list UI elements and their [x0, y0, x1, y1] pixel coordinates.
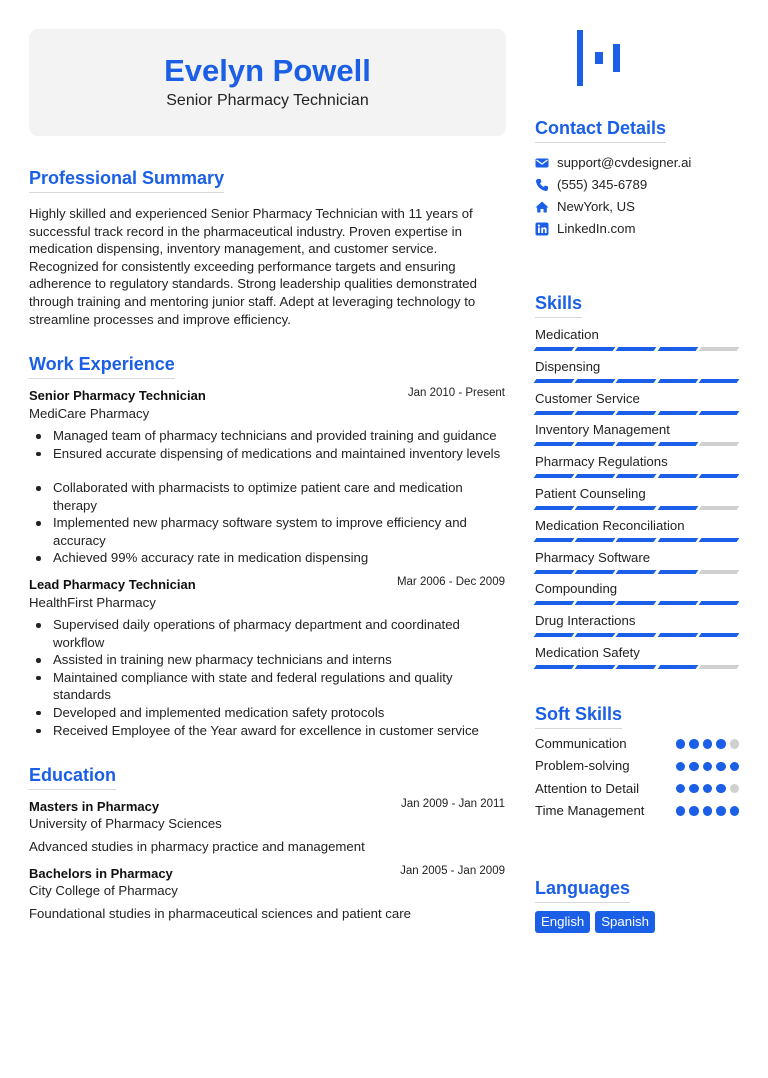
education-school: City College of Pharmacy — [29, 883, 178, 898]
skill-item — [535, 644, 738, 669]
skill-level-segment — [657, 379, 698, 383]
summary-heading: Professional Summary — [29, 167, 224, 193]
rating-dot — [730, 739, 740, 749]
skill-level-segment — [534, 347, 575, 351]
skill-level-segment — [698, 633, 739, 637]
rating-dot — [689, 739, 699, 749]
languages-heading: Languages — [535, 877, 630, 903]
rating-dot — [703, 784, 713, 794]
skill-level-segment — [534, 601, 575, 605]
candidate-name: Evelyn Powell — [164, 53, 371, 88]
skill-name: Medication — [535, 327, 599, 342]
job-bullet: Ensured accurate dispensing of medications and maintained inventory levels — [53, 445, 508, 463]
skill-level-segment — [657, 633, 698, 637]
skill-level-segment — [575, 601, 616, 605]
skill-level-segment — [575, 411, 616, 415]
skill-level-segment — [616, 665, 657, 669]
home-icon — [535, 200, 549, 214]
soft-skill-rating — [676, 784, 740, 794]
skill-level-segment — [534, 411, 575, 415]
soft-skill-name: Communication — [535, 736, 627, 751]
candidate-title: Senior Pharmacy Technician — [166, 92, 369, 109]
job-company: HealthFirst Pharmacy — [29, 595, 156, 610]
skill-level-bar — [535, 411, 738, 415]
skill-level-segment — [657, 665, 698, 669]
skill-level-segment — [657, 411, 698, 415]
skill-level-segment — [575, 538, 616, 542]
rating-dot — [716, 806, 726, 816]
job-bullets — [53, 616, 508, 739]
skill-level-bar — [535, 665, 738, 669]
soft-skills-heading: Soft Skills — [535, 703, 622, 729]
job-title: Lead Pharmacy Technician — [29, 577, 196, 592]
linkedin-icon — [535, 222, 549, 236]
phone-icon — [535, 178, 549, 192]
soft-skill-item — [535, 735, 739, 753]
skill-level-segment — [657, 347, 698, 351]
skill-level-segment — [616, 570, 657, 574]
skill-level-segment — [616, 506, 657, 510]
skill-level-segment — [657, 506, 698, 510]
skill-name: Patient Counseling — [535, 486, 646, 501]
skill-level-segment — [616, 411, 657, 415]
skill-level-segment — [698, 506, 739, 510]
soft-skill-name: Attention to Detail — [535, 780, 640, 796]
contact-phone-text: (555) 345-6789 — [557, 177, 648, 192]
skill-level-segment — [657, 570, 698, 574]
rating-dot — [703, 806, 713, 816]
skill-level-segment — [575, 633, 616, 637]
rating-dot — [716, 762, 726, 772]
skill-level-segment — [575, 570, 616, 574]
skill-level-segment — [534, 570, 575, 574]
skill-level-segment — [616, 474, 657, 478]
soft-skill-item — [535, 780, 739, 798]
experience-heading: Work Experience — [29, 353, 175, 379]
skill-level-segment — [698, 474, 739, 478]
skill-level-segment — [657, 474, 698, 478]
skill-name: Inventory Management — [535, 422, 670, 438]
skill-level-segment — [616, 347, 657, 351]
skill-level-segment — [575, 347, 616, 351]
skill-item — [535, 612, 738, 637]
education-description: Advanced studies in pharmacy practice and management — [29, 839, 365, 854]
skill-level-segment — [698, 411, 739, 415]
contact-location — [535, 198, 635, 216]
skill-item — [535, 549, 738, 574]
skill-level-segment — [575, 442, 616, 446]
skills-heading: Skills — [535, 292, 582, 318]
skill-name: Customer Service — [535, 390, 640, 406]
skill-level-segment — [616, 379, 657, 383]
rating-dot — [730, 762, 740, 772]
contact-linkedin[interactable] — [535, 220, 635, 238]
skill-level-segment — [616, 442, 657, 446]
skill-level-segment — [616, 601, 657, 605]
skill-level-segment — [698, 379, 739, 383]
skill-level-segment — [698, 442, 739, 446]
email-icon — [535, 156, 549, 170]
job-company: MediCare Pharmacy — [29, 406, 150, 421]
rating-dot — [730, 784, 740, 794]
rating-dot — [703, 739, 713, 749]
job-bullet: Maintained compliance with state and federal regulations and quality standards — [53, 669, 508, 704]
skill-level-bar — [535, 633, 738, 637]
skill-item — [535, 390, 738, 415]
job-bullet: Achieved 99% accuracy rate in medication dispensing — [53, 549, 508, 567]
skill-level-bar — [535, 538, 738, 542]
contact-linkedin-text: LinkedIn.com — [557, 221, 636, 236]
skill-item — [535, 453, 738, 478]
skill-level-segment — [698, 347, 739, 351]
skill-item — [535, 421, 738, 446]
skill-level-segment — [616, 633, 657, 637]
skill-level-bar — [535, 570, 738, 574]
skill-level-segment — [575, 474, 616, 478]
skill-level-segment — [534, 474, 575, 478]
job-bullet: Managed team of pharmacy technicians and provided training and guidance — [53, 427, 508, 445]
job-bullets — [53, 427, 508, 462]
job-bullet: Supervised daily operations of pharmacy department and coordinated workflow — [53, 616, 508, 651]
contact-email-text: support@cvdesigner.ai — [557, 155, 692, 170]
rating-dot — [689, 806, 699, 816]
skill-name: Pharmacy Regulations — [535, 454, 668, 470]
soft-skill-name: Problem-solving — [535, 758, 630, 774]
skill-level-segment — [698, 665, 739, 669]
cvdesigner-logo-icon — [575, 30, 623, 86]
education-heading: Education — [29, 764, 116, 790]
contact-heading: Contact Details — [535, 117, 666, 143]
job-bullets — [53, 479, 508, 567]
job-title: Senior Pharmacy Technician — [29, 388, 206, 403]
skill-level-segment — [534, 379, 575, 383]
job-date: Jan 2010 - Present — [407, 387, 505, 399]
skill-level-segment — [698, 538, 739, 542]
skill-level-segment — [575, 665, 616, 669]
skill-level-segment — [534, 442, 575, 446]
skill-item — [535, 580, 738, 605]
rating-dot — [676, 762, 686, 772]
soft-skill-rating — [676, 806, 740, 816]
education-date: Jan 2009 - Jan 2011 — [400, 798, 505, 810]
language-badge: English — [535, 911, 590, 933]
contact-phone[interactable] — [535, 176, 647, 194]
skill-name: Compounding — [535, 581, 618, 597]
skill-level-bar — [535, 506, 738, 510]
contact-email[interactable] — [535, 154, 691, 172]
skill-item — [535, 358, 738, 383]
skill-level-bar — [535, 379, 738, 383]
rating-dot — [689, 784, 699, 794]
skill-level-segment — [698, 601, 739, 605]
skill-level-segment — [616, 538, 657, 542]
skill-level-bar — [535, 474, 738, 478]
header-card — [29, 29, 506, 136]
skill-level-segment — [657, 442, 698, 446]
skill-level-bar — [535, 347, 738, 351]
rating-dot — [716, 784, 726, 794]
languages-list — [535, 911, 655, 933]
skill-level-segment — [575, 379, 616, 383]
rating-dot — [676, 784, 686, 794]
skill-name: Medication Safety — [535, 645, 640, 660]
education-school: University of Pharmacy Sciences — [29, 816, 222, 831]
contact-location-text: NewYork, US — [557, 199, 635, 214]
rating-dot — [716, 739, 726, 749]
job-bullet: Collaborated with pharmacists to optimize patient care and medication therapy — [53, 479, 508, 514]
summary-text: Highly skilled and experienced Senior Pharmacy Technician with 11 years of successful track record in the pharmaceutical industry. Proven expertise in medication dispensing, inventory management, and customer service. Recognized for consistently exceeding performance targets and ensuring adherence to regulatory standards. Strong leadership qualities demonstrated through training and mentoring junior staff. Adept at leveraging technology to streamline processes and improve efficiency. — [29, 206, 477, 327]
skill-level-segment — [657, 601, 698, 605]
education-degree: Masters in Pharmacy — [29, 799, 160, 814]
skill-level-segment — [534, 538, 575, 542]
rating-dot — [676, 806, 686, 816]
job-bullet: Received Employee of the Year award for excellence in customer service — [53, 722, 508, 740]
rating-dot — [689, 762, 699, 772]
skill-level-segment — [698, 570, 739, 574]
soft-skill-item — [535, 757, 739, 775]
skill-name: Pharmacy Software — [535, 549, 651, 565]
rating-dot — [703, 762, 713, 772]
skill-level-bar — [535, 601, 738, 605]
soft-skill-rating — [676, 762, 740, 772]
skill-item — [535, 517, 738, 542]
job-bullet: Implemented new pharmacy software system to improve efficiency and accuracy — [53, 514, 508, 549]
skill-level-segment — [534, 665, 575, 669]
soft-skill-rating — [676, 739, 740, 749]
education-degree: Bachelors in Pharmacy — [29, 866, 173, 881]
soft-skill-item — [535, 802, 739, 820]
job-date: Mar 2006 - Dec 2009 — [396, 576, 505, 588]
rating-dot — [676, 739, 686, 749]
education-description: Foundational studies in pharmaceutical sciences and patient care — [29, 906, 411, 921]
skill-level-bar — [535, 442, 738, 446]
skill-item — [535, 485, 738, 510]
skill-name: Drug Interactions — [535, 613, 636, 629]
education-date: Jan 2005 - Jan 2009 — [400, 865, 505, 877]
language-badge: Spanish — [595, 911, 655, 933]
job-bullet: Developed and implemented medication safety protocols — [53, 704, 508, 722]
skill-level-segment — [534, 506, 575, 510]
skill-item — [535, 326, 738, 351]
skill-level-segment — [575, 506, 616, 510]
soft-skill-name: Time Management — [535, 802, 645, 818]
skill-level-segment — [657, 538, 698, 542]
skill-name: Dispensing — [535, 358, 601, 374]
job-bullet: Assisted in training new pharmacy technicians and interns — [53, 651, 508, 669]
skill-name: Medication Reconciliation — [535, 517, 685, 533]
rating-dot — [730, 806, 740, 816]
skill-level-segment — [534, 633, 575, 637]
